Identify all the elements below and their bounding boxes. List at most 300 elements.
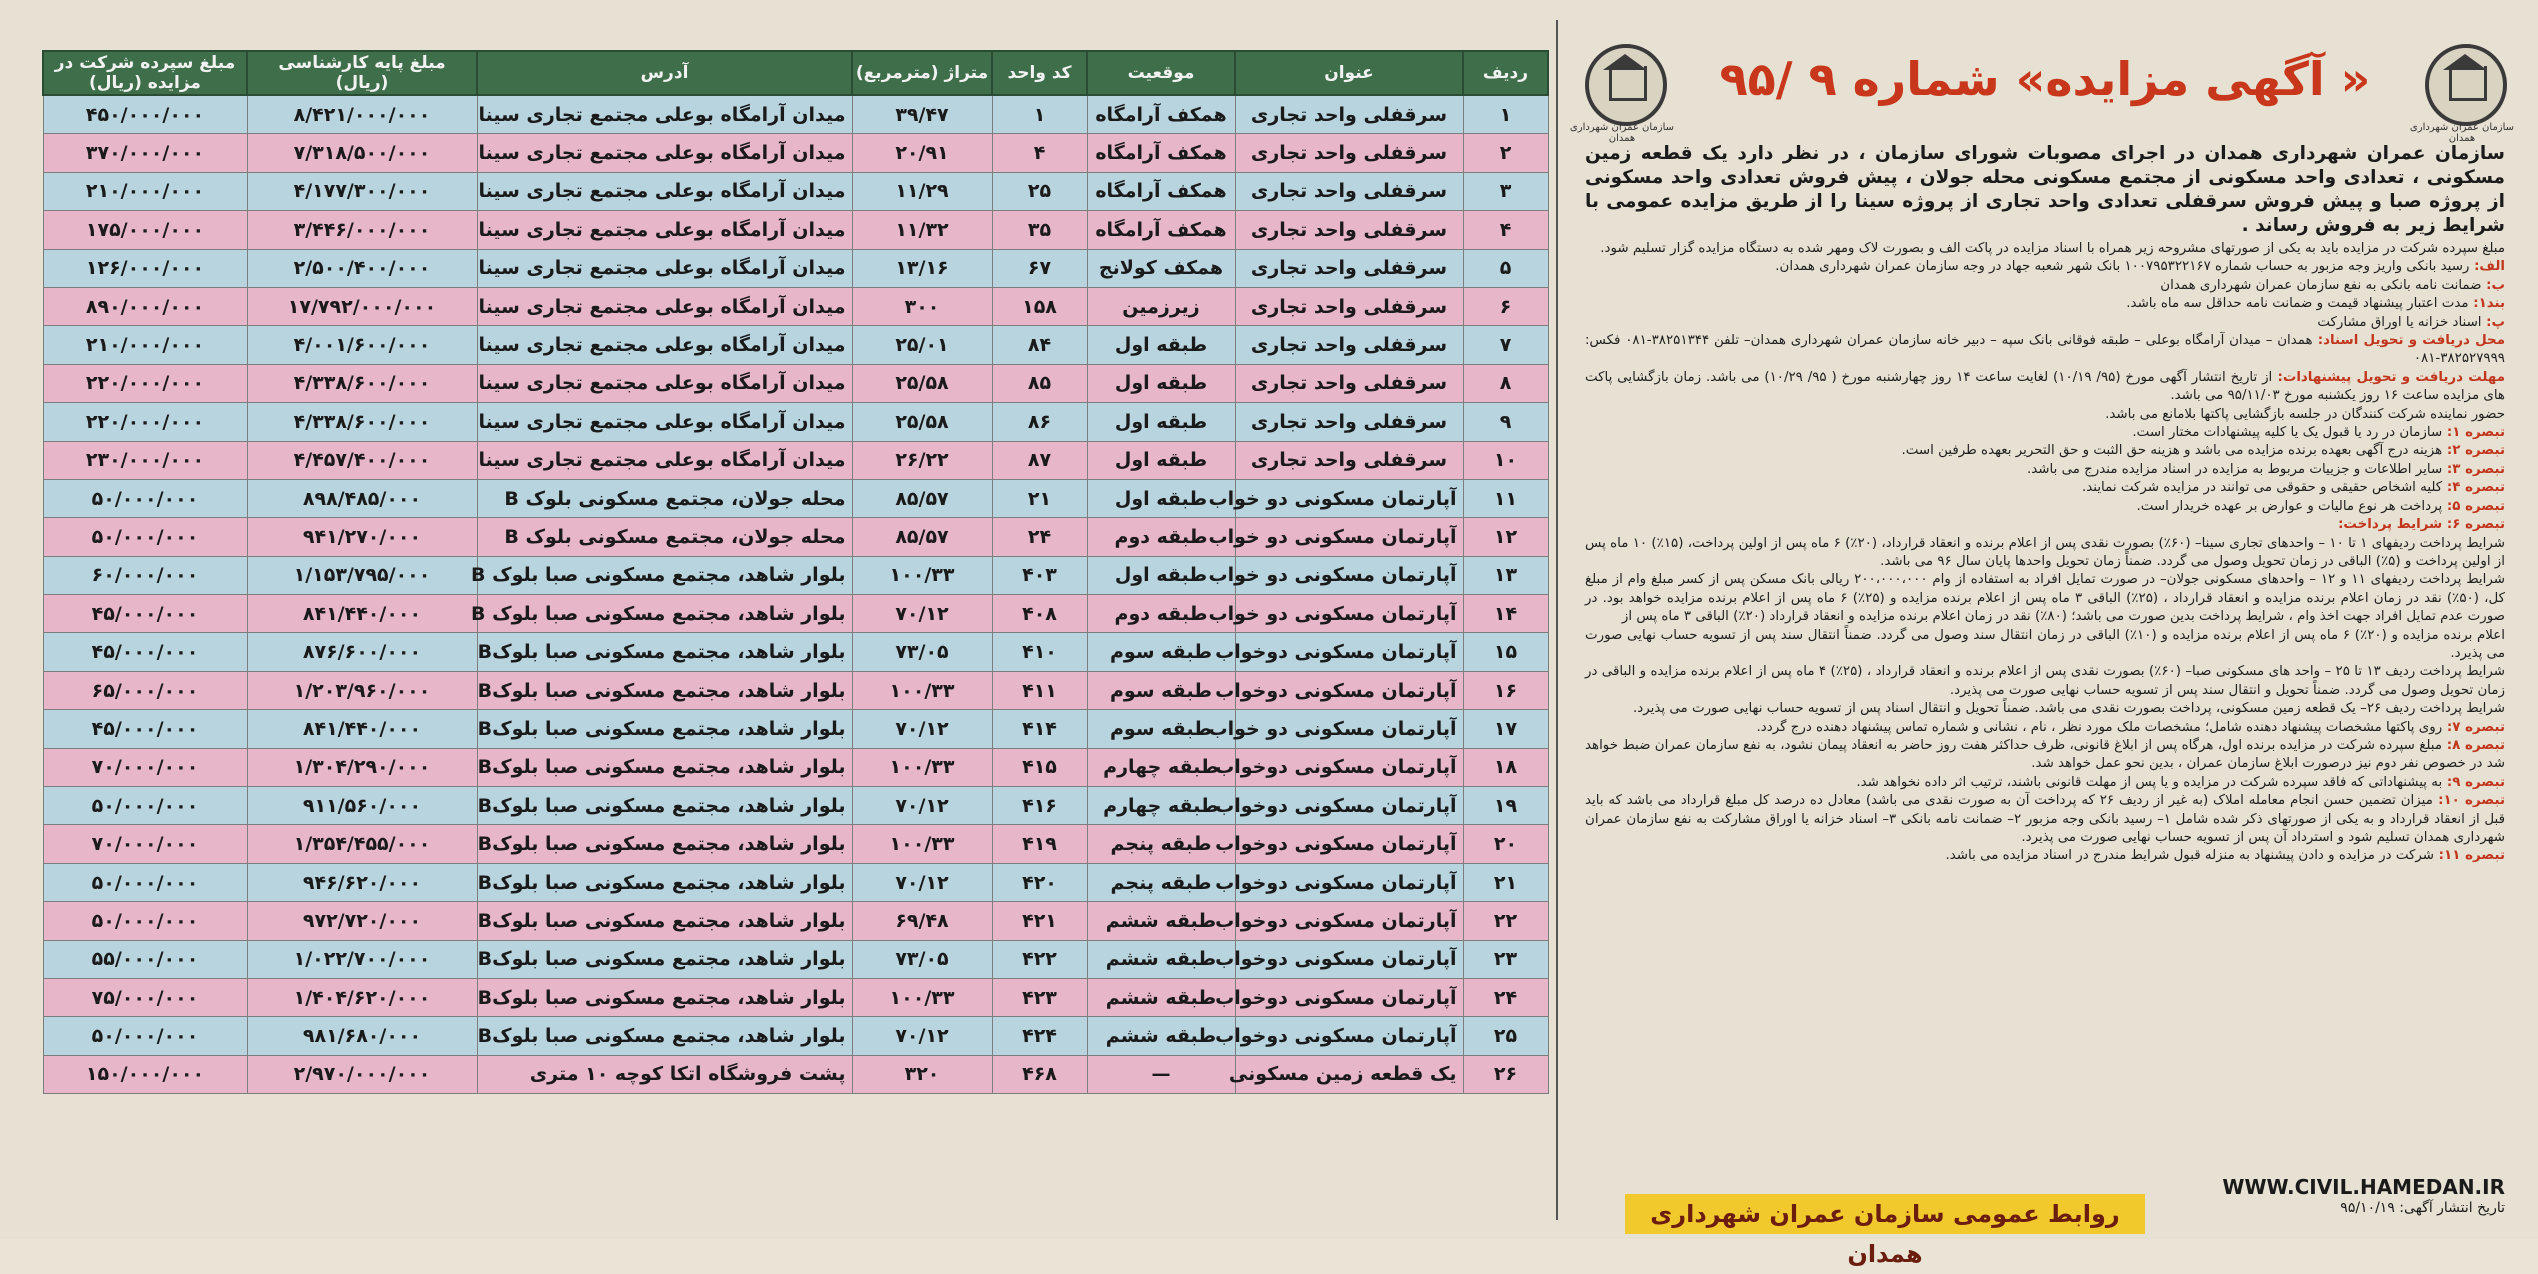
column-divider [1556,20,1558,1220]
row-number-cell: ۱۶ [1463,671,1548,709]
title-cell: سرقفلی واحد تجاری [1235,364,1463,402]
area-cell: ۸۵/۵۷ [852,518,992,556]
unit-code-cell: ۴۱۹ [992,825,1087,863]
deposit-cell: ۴۵/۰۰۰/۰۰۰ [43,633,247,671]
table-row [43,863,1548,901]
notice-paragraph [1585,498,2505,516]
paragraph-text: همدان – میدان آرامگاه بوعلی – طبقه فوقانی بانک سپه – دبیر خانه سازمان عمران شهرداری همدان– تلفن ۳۸۲۵۱۳۴۴-۰۸۱ فکس: ۳۸۲۵۲۷۹۹۹-۰۸۱ [1585,333,2505,367]
row-number-cell: ۲ [1463,134,1548,172]
row-number-cell: ۲۴ [1463,978,1548,1016]
row-number-cell: ۵ [1463,249,1548,287]
unit-code-cell: ۴۱۰ [992,633,1087,671]
notice-paragraph [1585,406,2505,424]
unit-code-cell: ۴۰۳ [992,556,1087,594]
title-cell: آپارتمان مسکونی دو خواب [1235,479,1463,517]
notice-paragraph [1585,461,2505,479]
deposit-cell: ۵۰/۰۰۰/۰۰۰ [43,863,247,901]
base-price-cell: ۹۴۶/۶۲۰/۰۰۰ [247,863,477,901]
notice-paragraph [1585,479,2505,497]
table-body [43,95,1548,1094]
base-price-cell: ۲/۵۰۰/۴۰۰/۰۰۰ [247,249,477,287]
website-text: WWW.CIVIL.HAMEDAN.IR [2222,1175,2505,1199]
title-cell: آپارتمان مسکونی دوخواب [1235,633,1463,671]
table-row [43,787,1548,825]
table-row [43,211,1548,249]
column-header: کد واحد [992,51,1087,95]
paragraph-text: ضمانت نامه بانکی به نفع سازمان عمران شهرداری همدان [2160,277,2482,293]
paragraph-heading: بند۱: [2468,296,2505,312]
paragraph-heading: تبصره ۷: [2442,719,2505,735]
area-cell: ۶۹/۴۸ [852,902,992,940]
title-cell: آپارتمان مسکونی دوخواب [1235,671,1463,709]
unit-code-cell: ۸۷ [992,441,1087,479]
location-cell: همکف کولانج [1087,249,1235,287]
paragraph-text: پرداخت هر نوع مالیات و عوارض بر عهده خریدار است. [2136,498,2443,514]
area-cell: ۲۰/۹۱ [852,134,992,172]
base-price-cell: ۸/۴۲۱/۰۰۰/۰۰۰ [247,95,477,134]
base-price-cell: ۴/۳۳۸/۶۰۰/۰۰۰ [247,364,477,402]
base-price-cell: ۱/۲۰۳/۹۶۰/۰۰۰ [247,671,477,709]
paragraph-heading: تبصره ۱: [2442,425,2505,441]
area-cell: ۱۰۰/۳۳ [852,978,992,1016]
notice-paragraph [1585,369,2505,406]
address-cell: میدان آرامگاه بوعلی مجتمع تجاری سینا [477,326,852,364]
area-cell: ۷۰/۱۲ [852,863,992,901]
base-price-cell: ۹۸۱/۶۸۰/۰۰۰ [247,1017,477,1055]
deposit-cell: ۴۵/۰۰۰/۰۰۰ [43,595,247,633]
notice-paragraph [1585,258,2505,276]
base-price-cell: ۱/۳۰۴/۲۹۰/۰۰۰ [247,748,477,786]
table-row [43,940,1548,978]
paragraph-heading: تبصره ۳: [2442,461,2505,477]
location-cell: طبقه ششم [1087,978,1235,1016]
row-number-cell: ۷ [1463,326,1548,364]
row-number-cell: ۱۴ [1463,595,1548,633]
column-header: متراژ (مترمربع) [852,51,992,95]
deposit-cell: ۸۹۰/۰۰۰/۰۰۰ [43,287,247,325]
notice-body [1585,240,2505,866]
table-row [43,134,1548,172]
row-number-cell: ۱۲ [1463,518,1548,556]
deposit-cell: ۷۰/۰۰۰/۰۰۰ [43,748,247,786]
location-cell: طبقه چهارم [1087,748,1235,786]
location-cell: طبقه اول [1087,364,1235,402]
address-cell: میدان آرامگاه بوعلی مجتمع تجاری سینا [477,441,852,479]
area-cell: ۲۵/۰۱ [852,326,992,364]
table-row [43,172,1548,210]
table-row [43,1017,1548,1055]
area-cell: ۱۰۰/۳۳ [852,748,992,786]
deposit-cell: ۳۷۰/۰۰۰/۰۰۰ [43,134,247,172]
row-number-cell: ۹ [1463,403,1548,441]
area-cell: ۲۶/۲۲ [852,441,992,479]
column-header: عنوان [1235,51,1463,95]
location-cell: طبقه دوم [1087,518,1235,556]
table-row [43,403,1548,441]
address-cell: میدان آرامگاه بوعلی مجتمع تجاری سینا [477,172,852,210]
row-number-cell: ۱۱ [1463,479,1548,517]
row-number-cell: ۱۹ [1463,787,1548,825]
base-price-cell: ۹۷۲/۷۲۰/۰۰۰ [247,902,477,940]
address-cell: بلوار شاهد، مجتمع مسکونی صبا بلوکB [477,978,852,1016]
notice-paragraph [1585,314,2505,332]
paragraph-text: مبلغ سپرده شرکت در مزایده باید به یکی از صورتهای مشروحه زیر همراه با اسناد مزایده در پاکت الف و بصورت لاک ومهر شده به دستگاه مزایده گزار تسلیم شود. [1600,241,2505,256]
unit-code-cell: ۴۲۳ [992,978,1087,1016]
address-cell: بلوار شاهد، مجتمع مسکونی صبا بلوک B [477,556,852,594]
row-number-cell: ۱۷ [1463,710,1548,748]
location-cell: همکف آرامگاه [1087,172,1235,210]
notice-paragraph [1585,332,2505,369]
base-price-cell: ۱/۱۵۳/۷۹۵/۰۰۰ [247,556,477,594]
area-cell: ۲۵/۵۸ [852,364,992,402]
row-number-cell: ۶ [1463,287,1548,325]
title-cell: سرقفلی واحد تجاری [1235,441,1463,479]
table-row [43,671,1548,709]
row-number-cell: ۲۰ [1463,825,1548,863]
location-cell: زیرزمین [1087,287,1235,325]
base-price-cell: ۴/۰۰۱/۶۰۰/۰۰۰ [247,326,477,364]
area-cell: ۷۰/۱۲ [852,787,992,825]
unit-code-cell: ۲۵ [992,172,1087,210]
unit-code-cell: ۲۱ [992,479,1087,517]
base-price-cell: ۹۱۱/۵۶۰/۰۰۰ [247,787,477,825]
paragraph-text: شرکت در مزایده و دادن پیشنهاد به منزله قبول شرایط مندرج در اسناد مزایده می باشد. [1945,848,2435,864]
table-row [43,633,1548,671]
notice-panel [1565,22,2523,1268]
notice-title: « آگهی مزایده» شماره ۹ /۹۵ [1719,52,2371,106]
paragraph-text: اسناد خزانه یا اوراق مشارکت [2317,314,2482,330]
row-number-cell: ۱ [1463,95,1548,134]
paragraph-heading: محل دریافت و تحویل اسناد: [2312,333,2505,349]
unit-code-cell: ۴۶۸ [992,1055,1087,1093]
location-cell: طبقه دوم [1087,595,1235,633]
base-price-cell: ۸۹۸/۴۸۵/۰۰۰ [247,479,477,517]
location-cell: طبقه سوم [1087,671,1235,709]
base-price-cell: ۱/۰۲۲/۷۰۰/۰۰۰ [247,940,477,978]
title-cell: آپارتمان مسکونی دوخواب [1235,1017,1463,1055]
logo-caption-left: سازمان عمران شهرداری همدان [1569,122,1675,144]
paragraph-heading: تبصره ۴: [2442,480,2505,496]
unit-code-cell: ۲۴ [992,518,1087,556]
address-cell: میدان آرامگاه بوعلی مجتمع تجاری سینا [477,249,852,287]
notice-paragraph [1585,737,2505,774]
paragraph-heading: تبصره ۶: شرایط پرداخت: [2338,517,2505,533]
location-cell: همکف آرامگاه [1087,95,1235,134]
notice-paragraph [1585,277,2505,295]
address-cell: میدان آرامگاه بوعلی مجتمع تجاری سینا [477,134,852,172]
table-row [43,978,1548,1016]
title-cell: آپارتمان مسکونی دوخواب [1235,825,1463,863]
unit-code-cell: ۱۵۸ [992,287,1087,325]
title-cell: آپارتمان مسکونی دو خواب [1235,556,1463,594]
deposit-cell: ۲۳۰/۰۰۰/۰۰۰ [43,441,247,479]
paragraph-text: مبلغ سپرده شرکت در مزایده برنده اول، هرگاه پس از ابلاغ قانونی، ظرف حداکثر هفت روز حاضر به انعقاد پیمان نشود، به نفع سازمان عمران ضبط خواهد شد در خصوص نفر دوم نیز درصورت ابلاغ سازمان عمران ، بدین نحو عمل خواهد شد. [1585,737,2505,772]
address-cell: بلوار شاهد، مجتمع مسکونی صبا بلوکB [477,748,852,786]
address-cell: بلوار شاهد، مجتمع مسکونی صبا بلوکB [477,787,852,825]
paragraph-heading: تبصره ۵: [2442,498,2505,514]
area-cell: ۲۵/۵۸ [852,403,992,441]
organization-logo-left [1585,44,1667,126]
notice-intro: سازمان عمران شهرداری همدان در اجرای مصوبات شورای سازمان ، در نظر دارد یک قطعه زمین مسکونی ، تعدادی واحد مسکونی از مجتمع مسکونی محله جولان ، پیش فروش تعدادی واحد مسکونی از پروژه صبا و پیش فروش سرقفلی تعدادی واحد تجاری از پروژه سینا را از طریق مزایده عمومی با شرایط زیر به فروش رساند . [1585,143,2505,236]
paragraph-heading: پ: [2481,314,2505,330]
lots-table-container [42,50,1547,1224]
address-cell: میدان آرامگاه بوعلی مجتمع تجاری سینا [477,287,852,325]
location-cell: طبقه اول [1087,556,1235,594]
unit-code-cell: ۸۶ [992,403,1087,441]
table-row [43,364,1548,402]
row-number-cell: ۳ [1463,172,1548,210]
unit-code-cell: ۳۵ [992,211,1087,249]
paragraph-text: به پیشنهاداتی که فاقد سپرده شرکت در مزایده و یا پس از مهلت قانونی باشند، ترتیب اثر داده نخواهد شد. [1856,774,2443,790]
notice-paragraph [1585,442,2505,460]
title-cell: آپارتمان مسکونی دوخواب [1235,902,1463,940]
table-row [43,249,1548,287]
paragraph-text: اعلام برنده مزایده و (۲۰٪) ۶ ماه پس از اعلام برنده مزایده و (۱۰٪) الباقی در زمان انتقال سند وصول می گردد. ضمناً انتقال سند پس از تسویه حساب نهایی صورت می پذیرد. [1585,627,2505,661]
location-cell: طبقه پنجم [1087,825,1235,863]
deposit-cell: ۵۵/۰۰۰/۰۰۰ [43,940,247,978]
address-cell: میدان آرامگاه بوعلی مجتمع تجاری سینا [477,211,852,249]
title-cell: سرقفلی واحد تجاری [1235,403,1463,441]
unit-code-cell: ۴۱۱ [992,671,1087,709]
base-price-cell: ۷/۳۱۸/۵۰۰/۰۰۰ [247,134,477,172]
paragraph-text: هزینه درج آگهی بعهده برنده مزایده می باشد و هزینه حق الثبت و حق التحریر بعهده طرفین است. [1901,443,2443,459]
deposit-cell: ۲۱۰/۰۰۰/۰۰۰ [43,326,247,364]
row-number-cell: ۲۶ [1463,1055,1548,1093]
column-header: مبلغ سپرده شرکت در مزایده (ریال) [43,51,247,95]
area-cell: ۷۰/۱۲ [852,1017,992,1055]
location-cell: طبقه چهارم [1087,787,1235,825]
base-price-cell: ۱۷/۷۹۲/۰۰۰/۰۰۰ [247,287,477,325]
location-cell: طبقه اول [1087,326,1235,364]
location-cell: طبقه ششم [1087,902,1235,940]
title-cell: سرقفلی واحد تجاری [1235,172,1463,210]
base-price-cell: ۹۴۱/۲۷۰/۰۰۰ [247,518,477,556]
table-row [43,287,1548,325]
table-row [43,825,1548,863]
unit-code-cell: ۴۱۵ [992,748,1087,786]
address-cell: میدان آرامگاه بوعلی مجتمع تجاری سینا [477,403,852,441]
base-price-cell: ۴/۴۵۷/۴۰۰/۰۰۰ [247,441,477,479]
notice-paragraph [1585,663,2505,700]
table-row [43,326,1548,364]
location-cell: — [1087,1055,1235,1093]
deposit-cell: ۲۲۰/۰۰۰/۰۰۰ [43,403,247,441]
address-cell: بلوار شاهد، مجتمع مسکونی صبا بلوکB [477,671,852,709]
address-cell: بلوار شاهد، مجتمع مسکونی صبا بلوکB [477,902,852,940]
deposit-cell: ۵۰/۰۰۰/۰۰۰ [43,479,247,517]
unit-code-cell: ۴۲۱ [992,902,1087,940]
title-cell: آپارتمان مسکونی دوخواب [1235,978,1463,1016]
notice-paragraph [1585,535,2505,572]
unit-code-cell: ۱ [992,95,1087,134]
deposit-cell: ۴۵۰/۰۰۰/۰۰۰ [43,95,247,134]
notice-paragraph [1585,424,2505,442]
row-number-cell: ۸ [1463,364,1548,402]
table-row [43,1055,1548,1093]
location-cell: همکف آرامگاه [1087,211,1235,249]
paragraph-text: حضور نماینده شرکت کنندگان در جلسه بازگشایی پاکتها بلامانع می باشد. [2105,406,2505,422]
area-cell: ۱۰۰/۳۳ [852,825,992,863]
deposit-cell: ۱۷۵/۰۰۰/۰۰۰ [43,211,247,249]
area-cell: ۱۱/۲۹ [852,172,992,210]
unit-code-cell: ۴۲۲ [992,940,1087,978]
table-header-row [43,51,1548,95]
address-cell: محله جولان، مجتمع مسکونی بلوک B [477,518,852,556]
title-cell: سرقفلی واحد تجاری [1235,326,1463,364]
title-cell: سرقفلی واحد تجاری [1235,287,1463,325]
notice-paragraph [1585,774,2505,792]
paragraph-heading: تبصره ۱۱: [2434,848,2505,864]
notice-paragraph [1585,847,2505,865]
table-row [43,595,1548,633]
paragraph-heading: تبصره ۹: [2442,774,2505,790]
title-cell: سرقفلی واحد تجاری [1235,211,1463,249]
title-cell: آپارتمان مسکونی دو خواب [1235,595,1463,633]
area-cell: ۱۳/۱۶ [852,249,992,287]
paragraph-text: شرایط پرداخت ردیف ۲۶– یک قطعه زمین مسکونی، پرداخت بصورت نقدی می باشد. ضمناً تحویل و انتقال اسناد پس از تسویه حساب نهایی صورت می پذیرد. [1633,701,2505,717]
row-number-cell: ۲۳ [1463,940,1548,978]
location-cell: طبقه ششم [1087,1017,1235,1055]
title-cell: آپارتمان مسکونی دو خواب [1235,710,1463,748]
address-cell: بلوار شاهد، مجتمع مسکونی صبا بلوکB [477,825,852,863]
paragraph-heading: تبصره ۱۰: [2432,793,2505,809]
deposit-cell: ۵۰/۰۰۰/۰۰۰ [43,787,247,825]
deposit-cell: ۵۰/۰۰۰/۰۰۰ [43,902,247,940]
table-row [43,441,1548,479]
deposit-cell: ۲۱۰/۰۰۰/۰۰۰ [43,172,247,210]
row-number-cell: ۲۲ [1463,902,1548,940]
deposit-cell: ۶۵/۰۰۰/۰۰۰ [43,671,247,709]
location-cell: طبقه ششم [1087,940,1235,978]
notice-paragraph [1585,516,2505,534]
table-row [43,710,1548,748]
title-cell: سرقفلی واحد تجاری [1235,95,1463,134]
deposit-cell: ۷۰/۰۰۰/۰۰۰ [43,825,247,863]
title-cell: آپارتمان مسکونی دوخواب [1235,787,1463,825]
base-price-cell: ۱/۴۰۴/۶۲۰/۰۰۰ [247,978,477,1016]
deposit-cell: ۷۵/۰۰۰/۰۰۰ [43,978,247,1016]
notice-paragraph [1585,295,2505,313]
location-cell: طبقه سوم [1087,710,1235,748]
base-price-cell: ۳/۴۴۶/۰۰۰/۰۰۰ [247,211,477,249]
deposit-cell: ۴۵/۰۰۰/۰۰۰ [43,710,247,748]
row-number-cell: ۲۵ [1463,1017,1548,1055]
unit-code-cell: ۴۱۴ [992,710,1087,748]
area-cell: ۷۳/۰۵ [852,940,992,978]
location-cell: طبقه سوم [1087,633,1235,671]
title-cell: آپارتمان مسکونی دو خواب [1235,518,1463,556]
paragraph-text: سازمان در رد یا قبول یک یا کلیه پیشنهادات مختار است. [2132,425,2443,441]
table-row [43,556,1548,594]
row-number-cell: ۲۱ [1463,863,1548,901]
footer-public-relations: روابط عمومی سازمان عمران شهرداری همدان [1625,1194,2145,1234]
row-number-cell: ۱۳ [1463,556,1548,594]
base-price-cell: ۲/۹۷۰/۰۰۰/۰۰۰ [247,1055,477,1093]
deposit-cell: ۱۲۶/۰۰۰/۰۰۰ [43,249,247,287]
deposit-cell: ۵۰/۰۰۰/۰۰۰ [43,518,247,556]
area-cell: ۸۵/۵۷ [852,479,992,517]
base-price-cell: ۱/۳۵۴/۴۵۵/۰۰۰ [247,825,477,863]
area-cell: ۳۰۰ [852,287,992,325]
base-price-cell: ۴/۱۷۷/۳۰۰/۰۰۰ [247,172,477,210]
base-price-cell: ۸۴۱/۴۴۰/۰۰۰ [247,595,477,633]
paragraph-heading: تبصره ۲: [2442,443,2505,459]
notice-paragraph [1585,571,2505,626]
lots-table [42,50,1549,1094]
unit-code-cell: ۴۰۸ [992,595,1087,633]
notice-paragraph [1585,700,2505,718]
address-cell: بلوار شاهد، مجتمع مسکونی صبا بلوکB [477,940,852,978]
notice-paragraph [1585,627,2505,664]
area-cell: ۱۰۰/۳۳ [852,556,992,594]
deposit-cell: ۱۵۰/۰۰۰/۰۰۰ [43,1055,247,1093]
paragraph-text: شرایط پرداخت ردیفهای ۱۱ و ۱۲ – واحدهای مسکونی جولان– در صورت تمایل افراد به استفاده از وام ۲۰۰،۰۰۰،۰۰۰ ریالی بانک مسکن پس از کسر مبلغ وام از مبلغ کل، (۵۰٪) نقد در زمان اعلام برنده مزایده و انعقاد قرارداد ، (۲۵٪) الباقی ۳ ماه پس از اعلام برنده مزایده و (۲۵٪) ۶ ماه پس از اعلام برنده مزایده خواهد بود. در صورت عدم تمایل افراد جهت اخذ وام ، شرایط پرداخت بدین صورت می باشد؛ (۸۰٪) نقد در زمان اعلام برنده مزایده و انعقاد قرارداد (۲۰٪) الباقی ۳ ماه پس از [1585,572,2505,625]
row-number-cell: ۱۰ [1463,441,1548,479]
title-cell: آپارتمان مسکونی دوخواب [1235,940,1463,978]
area-cell: ۳۹/۴۷ [852,95,992,134]
location-cell: طبقه اول [1087,441,1235,479]
table-row [43,748,1548,786]
area-cell: ۷۰/۱۲ [852,595,992,633]
title-cell: آپارتمان مسکونی دوخواب [1235,863,1463,901]
base-price-cell: ۸۷۶/۶۰۰/۰۰۰ [247,633,477,671]
paragraph-text: شرایط پرداخت ردیفهای ۱ تا ۱۰ – واحدهای تجاری سینا– (۶۰٪) بصورت نقدی پس از اعلام برنده و انعقاد قرارداد، (۲۰٪) ۶ ماه پس از اولین پرداخت، (۱۵٪) ۱۰ ماه پس از اولین پرداخت و (۵٪) الباقی در زمان تحویل وصول می گردد. ضمناً زمان تحویل واحدها پایان سال ۹۶ می باشد. [1585,535,2505,569]
location-cell: طبقه اول [1087,403,1235,441]
title-cell: سرقفلی واحد تجاری [1235,249,1463,287]
address-cell: میدان آرامگاه بوعلی مجتمع تجاری سینا [477,95,852,134]
organization-logo-right [2425,44,2507,126]
location-cell: همکف آرامگاه [1087,134,1235,172]
publish-date: تاریخ انتشار آگهی: ۹۵/۱۰/۱۹ [2340,1200,2505,1216]
paragraph-text: از تاریخ انتشار آگهی مورخ (۹۵/ ۱۰/۱۹) لغایت ساعت ۱۴ روز چهارشنبه مورخ ( ۹۵/ ۱۰/۲۹) می باشد. زمان بازگشایی پاکت های مزایده ساعت ۱۶ روز یکشنبه مورخ ۹۵/۱۱/۰۳ می باشد. [1585,369,2505,404]
unit-code-cell: ۸۵ [992,364,1087,402]
paragraph-heading: تبصره ۸: [2442,737,2505,753]
table-row [43,518,1548,556]
paragraph-heading: مهلت دریافت و تحویل پیشنهادات: [2272,369,2505,385]
area-cell: ۱۱/۳۲ [852,211,992,249]
unit-code-cell: ۴ [992,134,1087,172]
unit-code-cell: ۴۲۴ [992,1017,1087,1055]
title-cell: یک قطعه زمین مسکونی [1235,1055,1463,1093]
paragraph-text: میزان تضمین حسن انجام معامله املاک (به غیر از ردیف ۲۶ که پرداخت آن به صورت نقدی می باشد) معادل ده درصد کل مبلغ قرارداد می باشد که باید قبل از انعقاد قرارداد و به یکی از صورتهای ذکر شده شامل ۱– رسید بانکی وجه مزبور ۲– ضمانت نامه بانکی ۳– اسناد خزانه یا اوراق مشارکت به نفع سازمان عمران شهرداری همدان تسلیم شود و استرداد آن پس از تسویه حساب نهایی صورت می پذیرد. [1585,793,2505,845]
row-number-cell: ۱۸ [1463,748,1548,786]
table-row [43,95,1548,134]
column-header: آدرس [477,51,852,95]
table-row [43,479,1548,517]
paragraph-text: مدت اعتبار پیشنهاد قیمت و ضمانت نامه حداقل سه ماه باشد. [2126,296,2469,312]
area-cell: ۳۲۰ [852,1055,992,1093]
row-number-cell: ۴ [1463,211,1548,249]
deposit-cell: ۶۰/۰۰۰/۰۰۰ [43,556,247,594]
paragraph-text: کلیه اشخاص حقیقی و حقوقی می توانند در مزایده شرکت نمایند. [2082,480,2443,496]
unit-code-cell: ۶۷ [992,249,1087,287]
notice-paragraph [1585,240,2505,258]
unit-code-cell: ۸۴ [992,326,1087,364]
address-cell: بلوار شاهد، مجتمع مسکونی صبا بلوکB [477,1017,852,1055]
address-cell: بلوار شاهد، مجتمع مسکونی صبا بلوکB [477,710,852,748]
location-cell: طبقه پنجم [1087,863,1235,901]
column-header: ردیف [1463,51,1548,95]
column-header: موقعیت [1087,51,1235,95]
deposit-cell: ۵۰/۰۰۰/۰۰۰ [43,1017,247,1055]
paragraph-heading: ب: [2481,277,2505,293]
deposit-cell: ۲۲۰/۰۰۰/۰۰۰ [43,364,247,402]
notice-paragraph [1585,719,2505,737]
notice-paragraph [1585,792,2505,847]
title-cell: سرقفلی واحد تجاری [1235,134,1463,172]
address-cell: بلوار شاهد، مجتمع مسکونی صبا بلوک B [477,595,852,633]
table-row [43,902,1548,940]
